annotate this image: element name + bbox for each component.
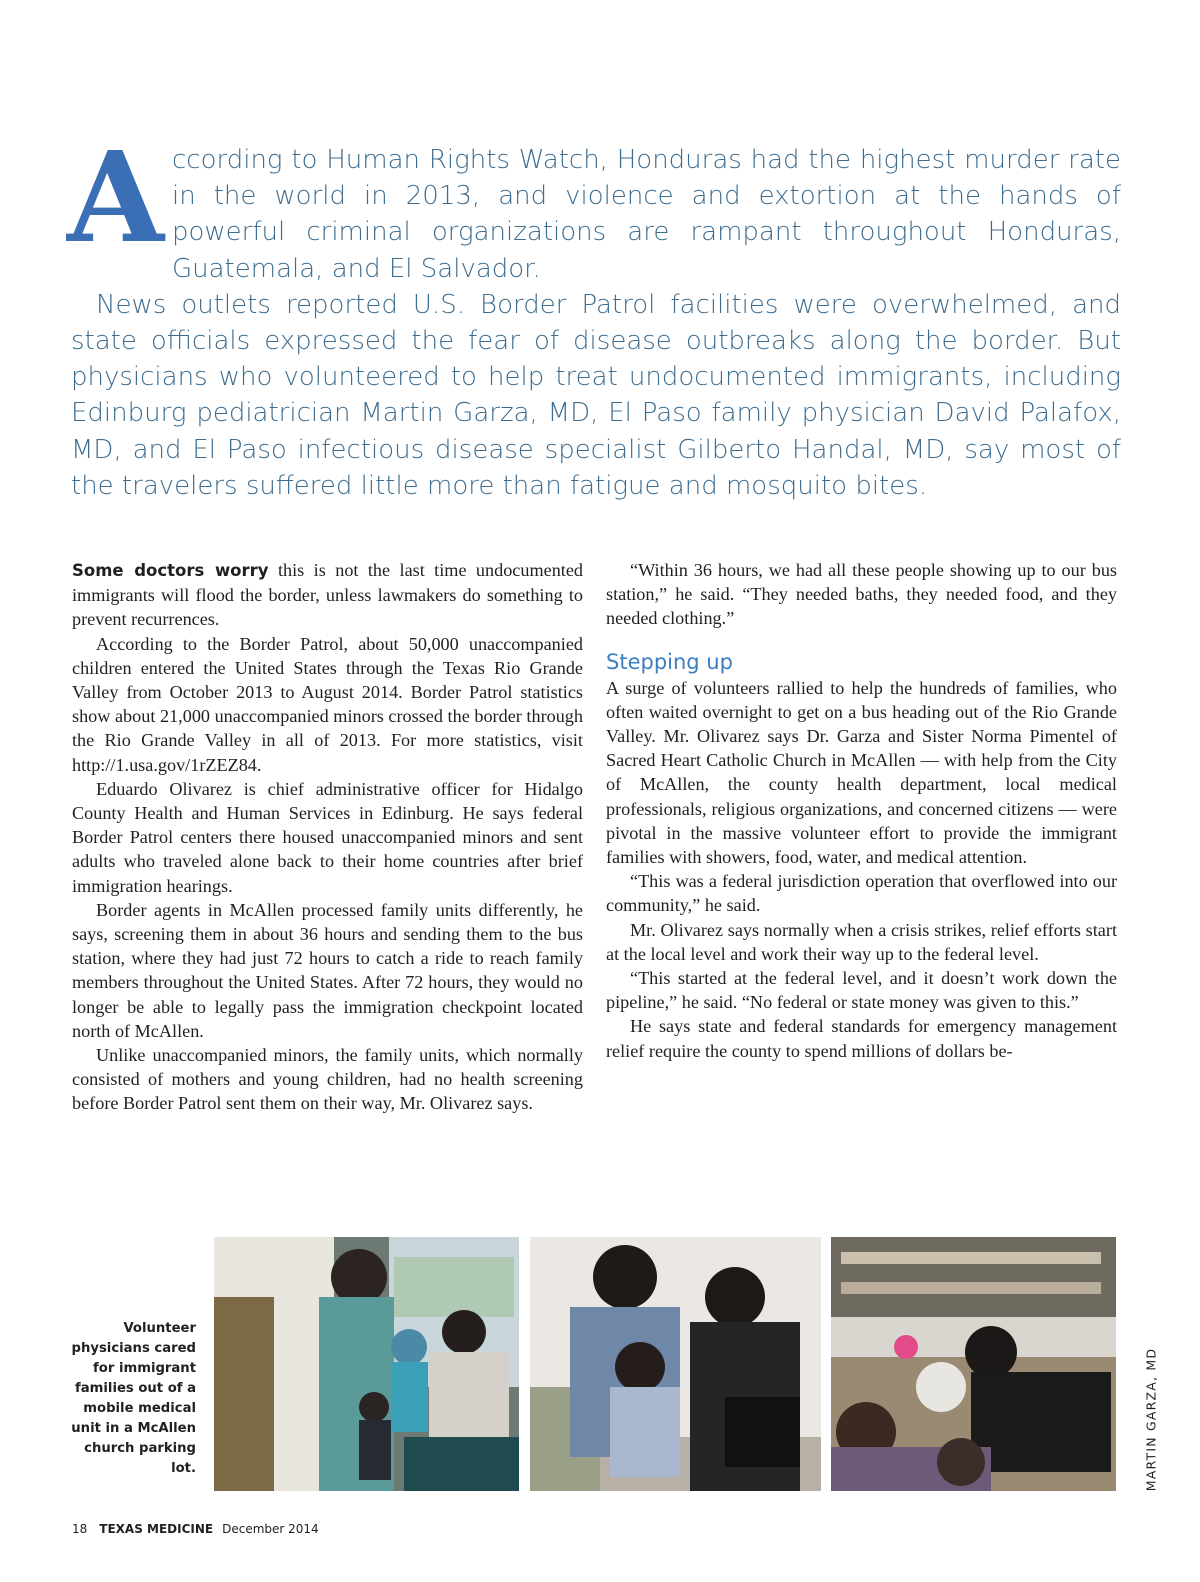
left-paragraph-2: According to the Border Patrol, about 50,000 unaccompanied children entered the United States through the Texas Rio Grande Valley from October 2013 to August 2014. Border Patrol statistics show about 21,000 unaccompanied minors crossed the border through the Rio Grande Valley in all of 2013. For more statistics, visit http://1.usa.gov/1rZEZ84. [72,633,583,775]
subhead-stepping-up: Stepping up [606,649,733,674]
right-column [606,558,1117,1063]
left-column [72,558,583,1116]
photo-mother-and-child [530,1237,821,1491]
intro-paragraph-1-text: ccording to Human Rights Watch, Honduras had the highest murder rate in the world in 2013, and violence and extortion at the hands of powerful criminal organizations are rampant throughout Honduras, Guatemala, and El Salvador. [172,145,1121,284]
right-paragraph-4: Mr. Olivarez says normally when a crisis strikes, relief efforts start at the local level and work their way up to the federal level. [606,919,1117,964]
left-paragraph-1-text: this is not the last time undocumented immigrants will flood the border, unless lawmakers do something to prevent recurrences. [72,560,584,630]
right-paragraph-1: “Within 36 hours, we had all these people showing up to our bus station,” he said. “They needed baths, they needed food, and they needed clothing.” [606,560,1117,629]
photo-exam-room [831,1237,1116,1491]
drop-cap: A [67,125,164,271]
photo-mobile-unit-door [214,1237,519,1491]
right-paragraph-3: “This was a federal jurisdiction operation that overflowed into our community,” he said. [606,871,1117,916]
left-paragraph-5: Unlike unaccompanied minors, the family units, which normally consisted of mothers and young children, had no health screening before Border Patrol sent them on their way, Mr. Olivarez says. [72,1045,583,1114]
right-paragraph-2: A surge of volunteers rallied to help the hundreds of families, who often waited overnight to get on a bus heading out of the Rio Grande Valley. Mr. Olivarez says Dr. Garza and Sister Norma Pimentel of Sacred Heart Catholic Church in McAllen — with help from the City of McAllen, the county health department, local medical professionals, religious organizations, and concerned citizens — were pivotal in the massive volunteer effort to provide the immigrant families with showers, food, water, and medical attention. [606,677,1117,868]
page-footer [72,1522,319,1536]
photo-caption: Volunteer physicians cared for immigrant families out of a mobile medical unit in a McAllen church parking lot. [71,1321,196,1476]
left-paragraph-3: Eduardo Olivarez is chief administrative officer for Hidalgo County Health and Human Services in Edinburg. He says federal Border Patrol centers there housed unaccompanied minors and sent adults who traveled alone back to their home countries after brief immigration hearings. [72,778,583,896]
issue-date: December 2014 [222,1522,319,1536]
right-paragraph-5: “This started at the federal level, and it doesn’t work down the pipeline,” he said. “No federal or state money was given to this.” [606,968,1117,1013]
photo-credit: MARTIN GARZA, MD [1143,1347,1159,1492]
intro-paragraph-1 [67,125,1121,287]
intro-deck [67,125,1121,504]
page-number: 18 [72,1522,88,1536]
intro-paragraph-2: News outlets reported U.S. Border Patrol facilities were overwhelmed, and state officials expressed the fear of disease outbreaks along the border. But physicians who volunteered to help treat undocumented immigrants, including Edinburg pediatrician Martin Garza, MD, El Paso family physician David Palafox, MD, and El Paso infectious disease specialist Gilberto Handal, MD, say most of the travelers suffered little more than fatigue and mosquito bites. [71,289,1121,501]
lead-in: Some doctors worry [72,561,269,580]
left-paragraph-1 [72,558,583,632]
magazine-name: TEXAS MEDICINE [99,1522,214,1536]
left-paragraph-4: Border agents in McAllen processed family units differently, he says, screening them in about 36 hours and sending them to the bus station, where they had just 72 hours to catch a ride to reach family members throughout the United States. After 72 hours, they would no longer be able to legally pass the immigration checkpoint located north of McAllen. [72,899,583,1041]
right-paragraph-6: He says state and federal standards for emergency management relief require the county to spend millions of dollars be- [606,1016,1117,1061]
